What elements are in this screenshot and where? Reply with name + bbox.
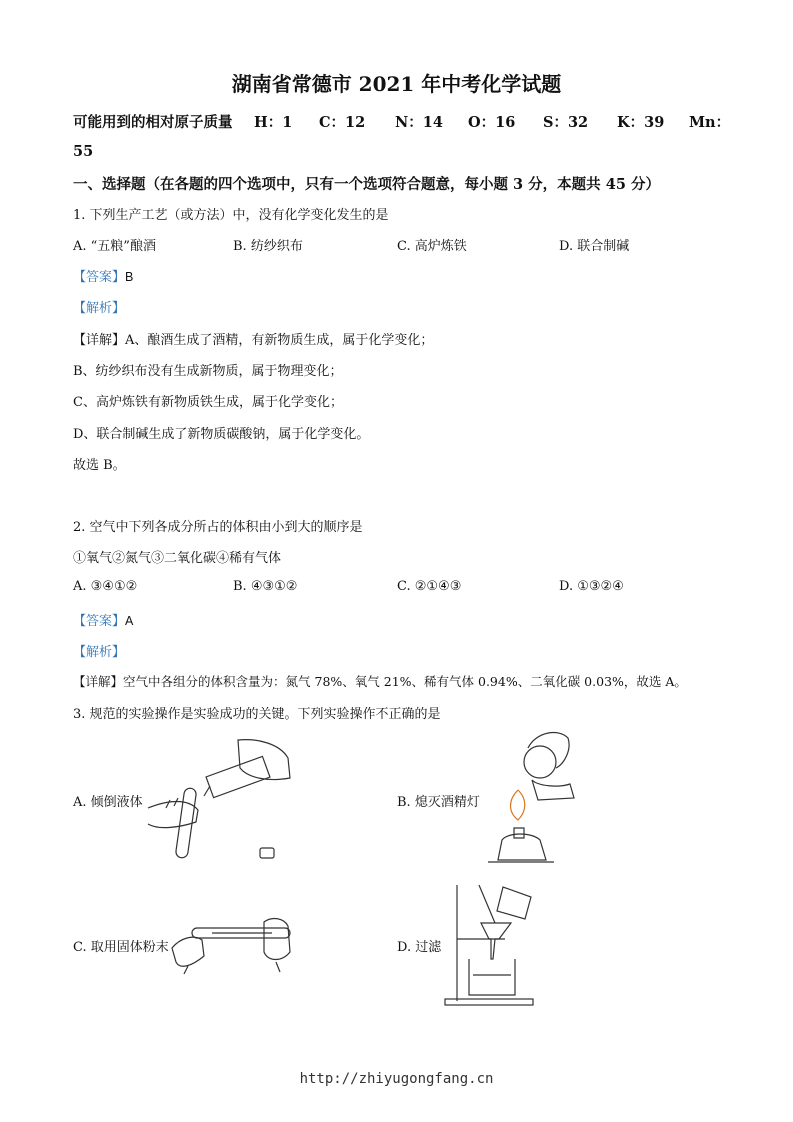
q2-option-b: B. ④③①② — [233, 579, 298, 594]
q1-detail-text: A、酿酒生成了酒精，有新物质生成，属于化学变化； — [125, 333, 434, 348]
q2-detail-line — [73, 672, 687, 690]
q1-answer-line — [73, 266, 133, 285]
q1-stem: 1. 下列生产工艺（或方法）中，没有化学变化发生的是 — [73, 208, 389, 223]
page-title: 湖南省常德市 2021 年中考化学试题 — [231, 72, 562, 96]
q2-analysis-tag: 【解析】 — [73, 645, 126, 660]
q2-option-a: A. ③④①② — [73, 579, 138, 594]
q1-answer: B — [125, 270, 134, 284]
q1-analysis-tag: 【解析】 — [73, 301, 126, 316]
q1-detail-line-4: D、联合制碱生成了新物质碳酸钠，属于化学变化。 — [73, 427, 370, 442]
q2-answer-line — [73, 610, 133, 629]
q2-answer: A — [125, 614, 134, 628]
solid-powder-illustration — [172, 908, 299, 974]
pouring-liquid-illustration — [148, 738, 293, 866]
atomic-mass-label: 可能用到的相对原子质量 — [73, 114, 233, 131]
q1-option-b: B. 纺纱织布 — [233, 239, 303, 254]
atomic-mass-mn-value: 55 — [73, 143, 94, 160]
atomic-mass-o: O：16 — [468, 114, 516, 131]
q2-items: ①氧气②氮气③二氧化碳④稀有气体 — [73, 551, 282, 566]
answer-tag: 【答案】 — [73, 614, 126, 629]
q3-option-a: A. 倾倒液体 — [73, 795, 143, 810]
detail-tag: 【详解】 — [73, 333, 126, 348]
q1-detail-line-3: C、高炉炼铁有新物质铁生成，属于化学变化； — [73, 395, 343, 410]
q3-option-d: D. 过滤 — [397, 940, 442, 955]
alcohol-lamp-illustration — [488, 728, 583, 865]
atomic-mass-n: N：14 — [395, 114, 443, 131]
section-heading: 一、选择题（在各题的四个选项中，只有一个选项符合题意，每小题 3 分，本题共 45 分） — [73, 176, 660, 193]
filtration-illustration — [445, 883, 533, 1006]
q1-option-d: D. 联合制碱 — [559, 239, 630, 254]
q1-conclusion: 故选 B。 — [73, 458, 126, 473]
q2-option-c: C. ②①④③ — [397, 579, 462, 594]
q3-option-b: B. 熄灭酒精灯 — [397, 795, 480, 810]
answer-tag: 【答案】 — [73, 270, 126, 285]
atomic-mass-mn: Mn： — [689, 114, 731, 131]
q2-stem: 2. 空气中下列各成分所占的体积由小到大的顺序是 — [73, 520, 363, 535]
q1-detail-line-1 — [73, 329, 433, 348]
footer-url[interactable]: http://zhiyugongfang.cn — [299, 1071, 494, 1087]
q1-option-a: A. “五粮”酿酒 — [73, 239, 156, 254]
q3-stem: 3. 规范的实验操作是实验成功的关键。下列实验操作不正确的是 — [73, 707, 441, 722]
atomic-mass-k: K：39 — [617, 114, 665, 131]
q2-detail-text: 空气中各组分的体积含量为：氮气 78%、氧气 21%、稀有气体 0.94%、二氧化碳 0.03%，故选 A。 — [123, 674, 687, 689]
detail-tag: 【详解】 — [73, 674, 124, 689]
q2-option-d: D. ①③②④ — [559, 579, 624, 594]
atomic-mass-s: S：32 — [543, 114, 589, 131]
atomic-mass-h: H：1 — [254, 114, 293, 131]
q1-detail-line-2: B、纺纱织布没有生成新物质，属于物理变化； — [73, 364, 343, 379]
atomic-mass-c: C：12 — [319, 114, 366, 131]
q3-option-c: C. 取用固体粉末 — [73, 940, 169, 955]
q1-option-c: C. 高炉炼铁 — [397, 239, 467, 254]
